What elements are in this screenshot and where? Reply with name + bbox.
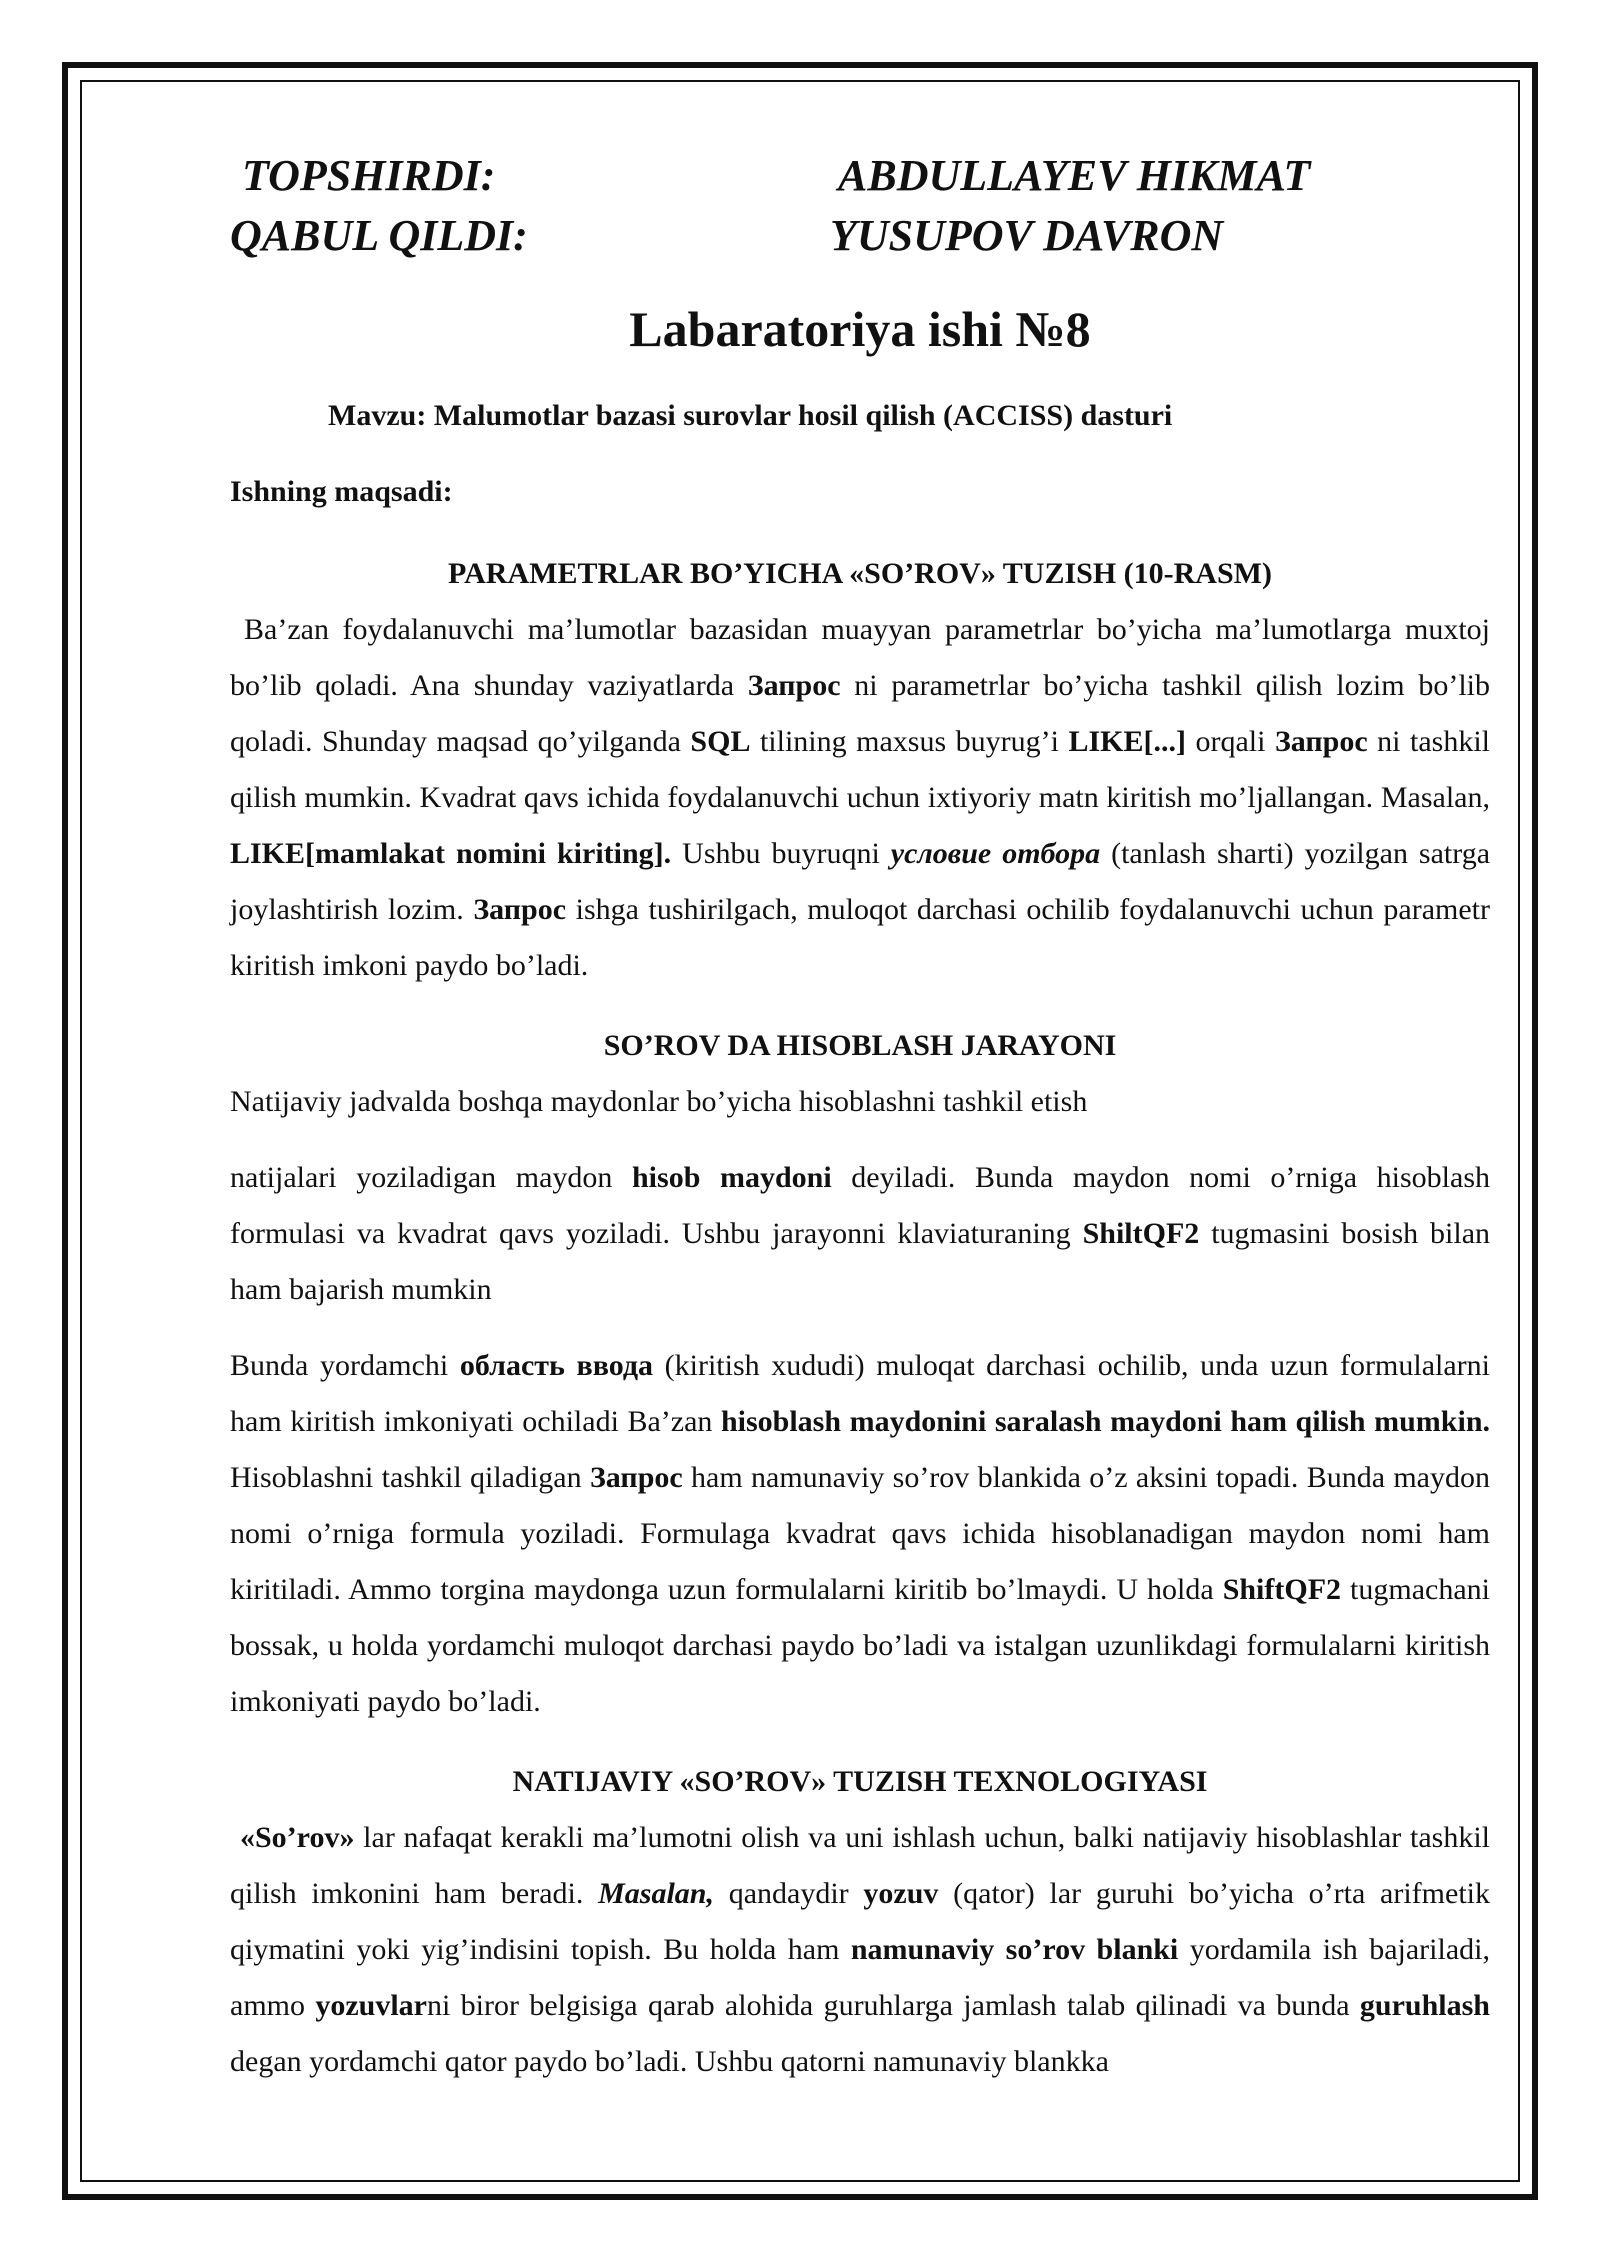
paragraph-calculation-input-area: Bunda yordamchi область ввода (kiritish xududi) muloqat darchasi ochilib, unda uzun formulalarni ham kiritish imkoniyati ochiladi Ba’zan hisoblash maydonini saralash maydoni ham qilish mumkin. Hisoblashni tashkil qiladigan Запрос ham namunaviy so’rov blankida o’z aksini topadi. Bunda maydon nomi o’rniga formula yoziladi. Formulaga kvadrat qavs ichida hisoblanadigan maydon nomi ham kiritiladi. Ammo torgina maydonga uzun formulalarni kiritib bo’lmaydi. U holda ShiftQF2 tugmachani bossak, u holda yordamchi muloqot darchasi paydo bo’ladi va istalgan uzunlikdagi formulalarni kiritish imkoniyati paydo bo’ladi. bbox=[230, 1349, 1491, 1718]
submitted-label: TOPSHIRDI: bbox=[242, 151, 496, 200]
signature-row-accepted bbox=[230, 210, 1490, 270]
paragraph-result-query: «So’rov» lar nafaqat kerakli ma’lumotni olish va uni ishlash uchun, balki natijaviy hisoblashlar tashkil qilish imkonini ham beradi. Masalan, qandaydir yozuv (qator) lar guruhi bo’yicha o’rta arifmetik qiymatini yoki yig’indisini topish. Bu holda ham namunaviy so’rov blanki yordamila ish bajariladi, ammo yozuvlarni biror belgisiga qarab alohida guruhlarga jamlash talab qilinadi va bunda guruhlash degan yordamchi qator paydo bo’ladi. Ushbu qatorni namunaviy blankka bbox=[230, 1821, 1490, 2078]
paragraph-calculation-field: natijalari yoziladigan maydon hisob maydoni deyiladi. Bunda maydon nomi o’rniga hisoblash formulasi va kvadrat qavs yoziladi. Ushbu jarayonni klaviaturaning ShiltQF2 tugmasini bosish bilan ham bajarish mumkin bbox=[230, 1161, 1491, 1306]
section-heading-parameters: PARAMETRLAR BO’YICHA «SO’ROV» TUZISH (10-RASM) bbox=[448, 557, 1272, 590]
document-title: Labaratoriya ishi №8 bbox=[629, 301, 1091, 357]
document-body bbox=[230, 150, 1490, 2090]
section-heading-result-query: NATIJAVIY «SO’ROV» TUZISH TEXNOLOGIYASI bbox=[512, 1765, 1208, 1798]
signature-row-submitted bbox=[230, 150, 1490, 210]
paragraph-calculation-intro: Natijaviy jadvalda boshqa maydonlar bo’yicha hisoblashni tashkil etish bbox=[230, 1085, 1088, 1118]
accepted-name: YUSUPOV DAVRON bbox=[830, 211, 1224, 260]
section-heading-calculation: SO’ROV DA HISOBLASH JARAYONI bbox=[603, 1029, 1117, 1062]
goal-label: Ishning maqsadi: bbox=[230, 475, 453, 508]
accepted-label: QABUL QILDI: bbox=[230, 211, 528, 260]
topic-line: Mavzu: Malumotlar bazasi surovlar hosil qilish (ACCISS) dasturi bbox=[328, 399, 1173, 432]
submitted-name: ABDULLAYEV HIKMAT bbox=[838, 151, 1311, 200]
paragraph-parameters: Ba’zan foydalanuvchi ma’lumotlar bazasidan muayyan parametrlar bo’yicha ma’lumotlarga muxtoj bo’lib qoladi. Ana shunday vaziyatlarda Запрос ni parametrlar bo’yicha tashkil qilish lozim bo’lib qoladi. Shunday maqsad qo’yilganda SQL tilining maxsus buyrug’i LIKE[...] orqali Запрос ni tashkil qilish mumkin. Kvadrat qavs ichida foydalanuvchi uchun ixtiyoriy matn kiritish mo’ljallangan. Masalan, LIKE[mamlakat nomini kiriting]. Ushbu buyruqni условие отбора (tanlash sharti) yozilgan satrga joylashtirish lozim. Запрос ishga tushirilgach, muloqot darchasi ochilib foydalanuvchi uchun parametr kiritish imkoni paydo bo’ladi. bbox=[230, 613, 1491, 982]
